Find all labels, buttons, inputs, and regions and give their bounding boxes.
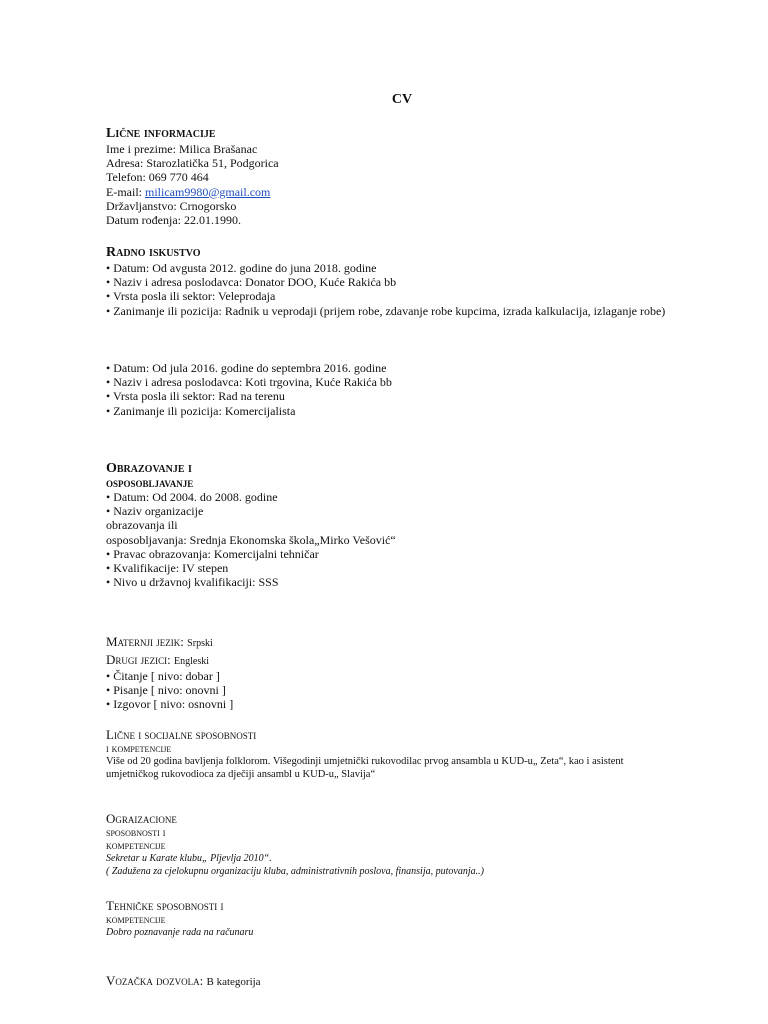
job2-employer: • Naziv i adresa poslodavca: Koti trgovina, Kuće Rakića bb <box>106 375 392 390</box>
mother-tongue-label: Maternji jezik: <box>106 634 188 649</box>
email-link[interactable]: milicam9980@gmail.com <box>145 184 271 199</box>
social-skills-section <box>106 728 624 781</box>
organizational-skills-section <box>106 812 484 878</box>
mother-tongue-value: Srpski <box>187 638 213 649</box>
job2-sector: • Vrsta posla ili sektor: Rad na terenu <box>106 389 285 404</box>
education-level: • Nivo u državnoj kvalifikaciji: SSS <box>106 575 279 590</box>
driving-licence-value: B kategorija <box>206 976 261 988</box>
page-title: CV <box>391 92 413 107</box>
driving-licence-section <box>106 974 261 989</box>
personal-line-address: Adresa: Starozlatička 51, Podgorica <box>106 156 279 171</box>
education-qualification: • Kvalifikacije: IV stepen <box>106 561 229 576</box>
personal-info-heading: Lične informacije <box>106 126 216 141</box>
mother-tongue <box>106 635 233 651</box>
personal-line-email <box>106 185 279 199</box>
organizational-heading-line3: kompetencije <box>106 838 166 852</box>
languages-section <box>106 635 233 712</box>
education-org-label: • Naziv organizacije <box>106 504 204 519</box>
personal-line-phone: Telefon: 069 770 464 <box>106 170 209 185</box>
organizational-heading-line1: Ograizacione <box>106 811 177 826</box>
personal-info-section <box>106 126 279 227</box>
education-date: • Datum: Od 2004. do 2008. godine <box>106 490 278 504</box>
personal-line-name: Ime i prezime: Milica Brašanac <box>106 142 258 156</box>
social-skills-text2: umjetničkog rukovodioca za dječiji ansambl u KUD-u„ Slavija“ <box>106 769 376 780</box>
work-experience-heading: Radno iskustvo <box>106 245 201 260</box>
job1-date: • Datum: Od avgusta 2012. godine do juna 2018. godine <box>106 261 377 275</box>
social-skills-heading-line1: Lične i socijalne sposobnosti <box>106 727 257 742</box>
job1-employer: • Naziv i adresa poslodavca: Donator DOO, Kuće Rakića bb <box>106 275 397 290</box>
language-reading: • Čitanje [ nivo: dobar ] <box>106 669 220 683</box>
technical-heading-line1: Tehničke sposobnosti i <box>106 898 224 913</box>
work-experience-job2 <box>106 361 392 418</box>
work-experience-section <box>106 245 665 318</box>
other-languages-label: Drugi jezici: <box>106 652 174 667</box>
organizational-heading-line2: sposobnosti i <box>106 825 166 839</box>
email-label: E-mail: <box>106 184 145 199</box>
language-speaking: • Izgovor [ nivo: osnovni ] <box>106 697 234 712</box>
technical-skills-section <box>106 899 253 939</box>
driving-licence-label: Vozačka dozvola: <box>106 973 207 988</box>
job2-position: • Zanimanje ili pozicija: Komercijalista <box>106 403 296 418</box>
technical-heading-line2: kompetencije <box>106 912 166 926</box>
social-skills-text1: Više od 20 godina bavljenja folklorom. Višegodinji umjetnički rukovodilac prvog ansambla u KUD-u„ Zeta“, kao i asistent <box>106 756 624 767</box>
organizational-text2: ( Zadužena za cjelokupnu organizaciju kluba, administrativnih poslova, finansija, putovanja..) <box>106 866 484 877</box>
job2-date: • Datum: Od jula 2016. godine do septembra 2016. godine <box>106 361 387 375</box>
other-languages-value: Engleski <box>174 656 209 667</box>
education-org-label2: obrazovanja ili <box>106 518 178 533</box>
personal-line-citizenship: Državljanstvo: Crnogorsko <box>106 198 237 213</box>
job1-sector: • Vrsta posla ili sektor: Veleprodaja <box>106 289 276 304</box>
education-section <box>106 462 396 589</box>
language-writing: • Pisanje [ nivo: onovni ] <box>106 683 226 698</box>
education-school: osposobljavanja: Srednja Ekonomska škola„Mirko Vešović“ <box>106 532 396 547</box>
social-skills-heading-line2: i kompetencije <box>106 741 172 755</box>
personal-line-birthdate: Datum rođenja: 22.01.1990. <box>106 213 241 228</box>
education-heading-line1: Obrazovanje i <box>106 461 192 476</box>
organizational-text1: Sekretar u Karate klubu„ Pljevlja 2010“. <box>106 853 272 864</box>
education-heading-line2: osposobljavanje <box>106 475 194 490</box>
job1-position: • Zanimanje ili pozicija: Radnik u veprodaji (prijem robe, zdavanje robe kupcima, izrada kalkulacija, izlaganje robe) <box>106 303 666 318</box>
other-languages <box>106 653 233 669</box>
technical-text: Dobro poznavanje rada na računaru <box>106 927 254 938</box>
driving-licence <box>106 974 261 989</box>
education-direction: • Pravac obrazovanja: Komercijalni tehničar <box>106 546 319 561</box>
